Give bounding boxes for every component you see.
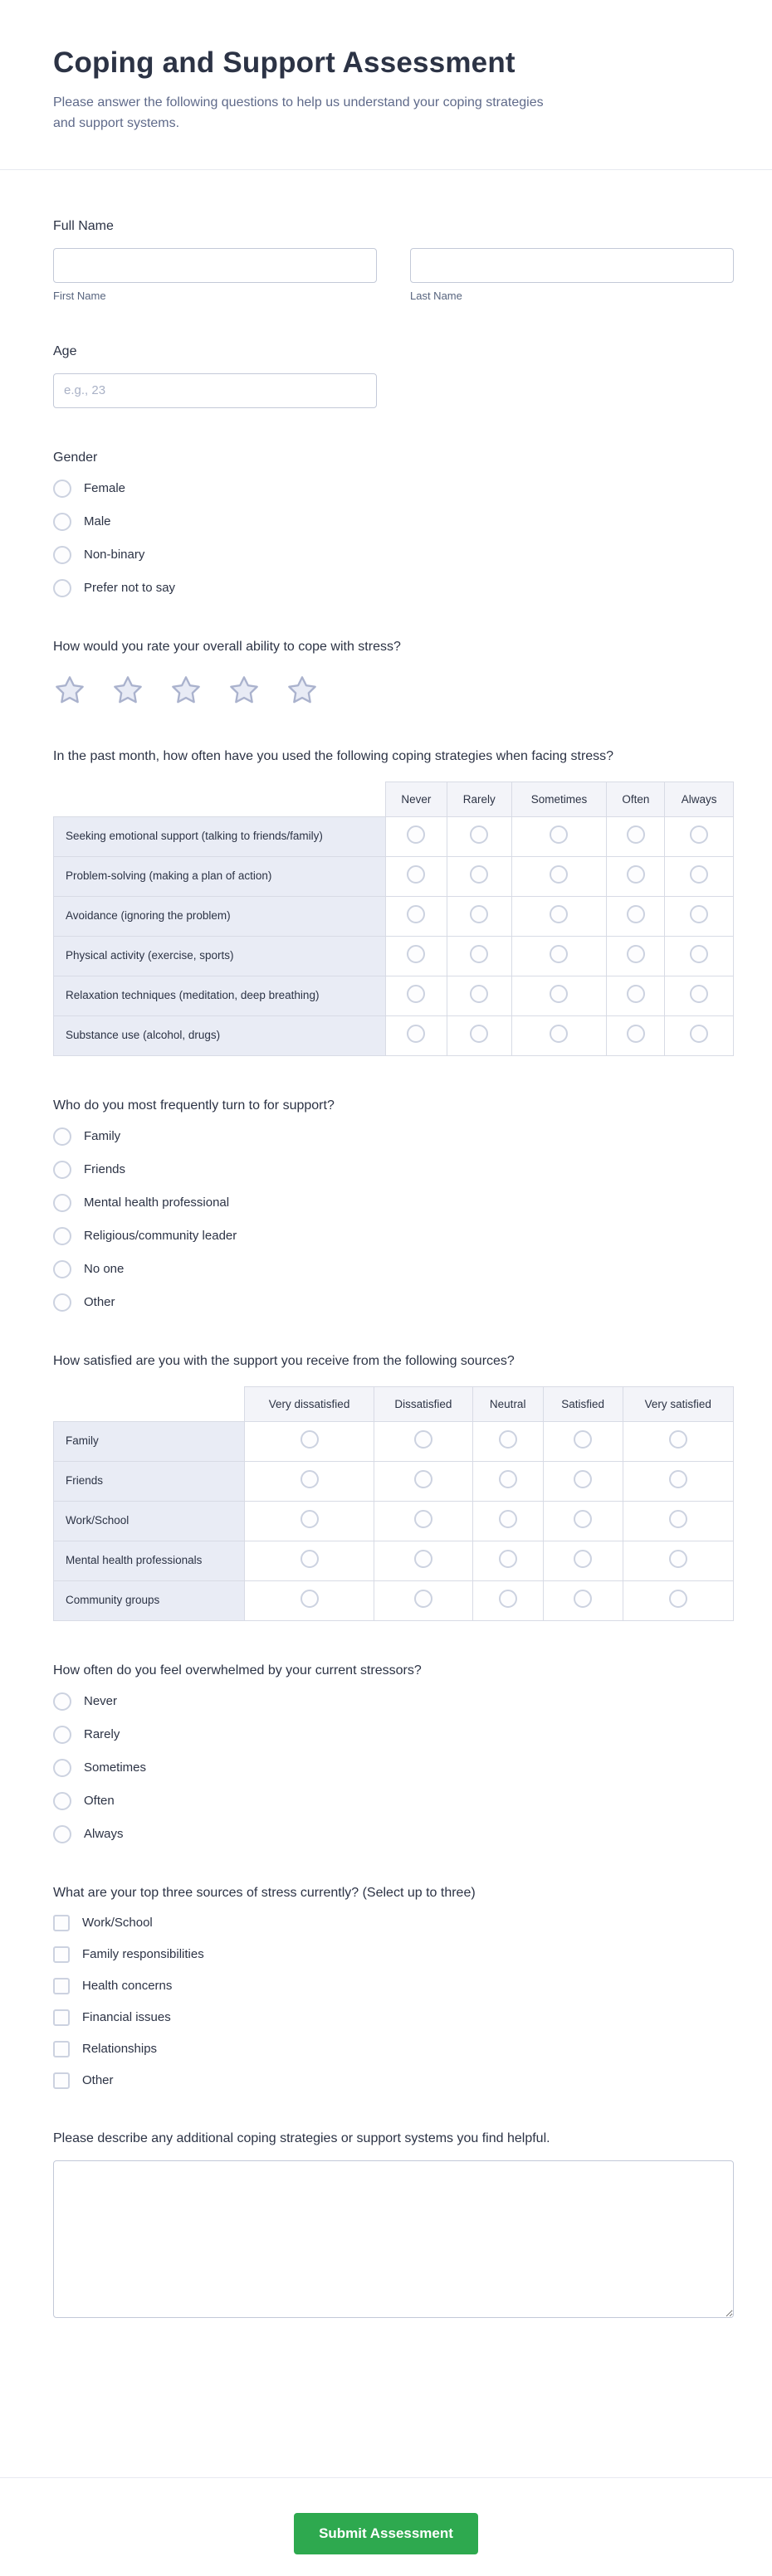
matrix-cell bbox=[543, 1541, 623, 1580]
matrix-cell bbox=[665, 856, 734, 896]
matrix-row-label: Work/School bbox=[54, 1501, 245, 1541]
radio-icon[interactable] bbox=[470, 985, 488, 1003]
form-header bbox=[0, 0, 772, 170]
option-label: Financial issues bbox=[82, 2010, 171, 2025]
radio-icon[interactable] bbox=[407, 985, 425, 1003]
matrix-row-label: Relaxation techniques (meditation, deep breathing) bbox=[54, 976, 386, 1015]
checkbox-icon[interactable] bbox=[53, 1978, 70, 1994]
matrix-row bbox=[54, 1580, 734, 1620]
radio-icon[interactable] bbox=[669, 1430, 687, 1449]
gender-options bbox=[53, 480, 734, 597]
option-label: Mental health professional bbox=[84, 1195, 230, 1210]
checkbox-option-relationships[interactable] bbox=[53, 2041, 734, 2057]
checkbox-option-work-school[interactable] bbox=[53, 1915, 734, 1931]
matrix-cell bbox=[665, 1015, 734, 1055]
question-additional bbox=[53, 2129, 734, 2322]
matrix-column-header: Satisfied bbox=[543, 1386, 623, 1421]
radio-icon[interactable] bbox=[627, 945, 645, 963]
radio-icon[interactable] bbox=[499, 1550, 517, 1568]
radio-icon[interactable] bbox=[574, 1550, 592, 1568]
matrix-header-row bbox=[54, 1386, 734, 1421]
last-name-sublabel: Last Name bbox=[410, 289, 462, 302]
satisfaction-matrix-table bbox=[53, 1386, 734, 1621]
matrix-cell bbox=[543, 1501, 623, 1541]
matrix-row bbox=[54, 896, 734, 936]
page-subtitle: Please answer the following questions to help us understand your coping strategies and support systems. bbox=[53, 95, 544, 130]
checkbox-icon[interactable] bbox=[53, 2041, 70, 2057]
radio-icon[interactable] bbox=[407, 825, 425, 844]
matrix-cell bbox=[511, 816, 607, 856]
additional-textarea[interactable] bbox=[53, 2160, 734, 2318]
option-label: Family responsibilities bbox=[82, 1947, 204, 1962]
radio-icon[interactable] bbox=[414, 1590, 432, 1608]
submit-button[interactable]: Submit Assessment bbox=[294, 2513, 478, 2554]
radio-icon[interactable] bbox=[53, 513, 71, 531]
matrix-cell bbox=[386, 896, 447, 936]
matrix-cell bbox=[623, 1580, 733, 1620]
overwhelmed-options bbox=[53, 1692, 734, 1843]
radio-icon[interactable] bbox=[407, 905, 425, 923]
checkbox-icon[interactable] bbox=[53, 2009, 70, 2026]
radio-option-family[interactable] bbox=[53, 1127, 734, 1146]
matrix-cell bbox=[374, 1580, 473, 1620]
age-label: Age bbox=[53, 343, 77, 358]
coping-matrix-label: In the past month, how often have you used the following coping strategies when facing stress? bbox=[53, 748, 614, 763]
radio-icon[interactable] bbox=[669, 1550, 687, 1568]
radio-icon[interactable] bbox=[53, 1726, 71, 1744]
matrix-cell bbox=[374, 1541, 473, 1580]
matrix-row bbox=[54, 1541, 734, 1580]
radio-icon[interactable] bbox=[627, 865, 645, 884]
matrix-cell bbox=[374, 1461, 473, 1501]
radio-icon[interactable] bbox=[669, 1470, 687, 1488]
option-label: Other bbox=[84, 1295, 115, 1310]
star-icon-5[interactable] bbox=[286, 674, 319, 707]
radio-icon[interactable] bbox=[627, 825, 645, 844]
matrix-row-label: Friends bbox=[54, 1461, 245, 1501]
matrix-cell bbox=[472, 1461, 543, 1501]
matrix-cell bbox=[511, 856, 607, 896]
radio-icon[interactable] bbox=[627, 905, 645, 923]
radio-icon[interactable] bbox=[414, 1510, 432, 1528]
form-body bbox=[0, 170, 772, 2418]
radio-option-nonbinary[interactable] bbox=[53, 546, 734, 564]
radio-icon[interactable] bbox=[300, 1550, 319, 1568]
matrix-cell bbox=[472, 1541, 543, 1580]
radio-icon[interactable] bbox=[300, 1470, 319, 1488]
radio-icon[interactable] bbox=[53, 1759, 71, 1777]
question-cope-rating bbox=[53, 637, 734, 707]
radio-option-always[interactable] bbox=[53, 1825, 734, 1843]
full-name-row bbox=[53, 248, 734, 302]
matrix-cell bbox=[665, 976, 734, 1015]
radio-icon[interactable] bbox=[53, 1293, 71, 1312]
radio-option-male[interactable] bbox=[53, 513, 734, 531]
option-label: Often bbox=[84, 1794, 115, 1809]
matrix-cell bbox=[511, 936, 607, 976]
first-name-input[interactable] bbox=[53, 248, 377, 283]
question-satisfaction-matrix bbox=[53, 1351, 734, 1621]
matrix-cell bbox=[543, 1421, 623, 1461]
form-footer bbox=[0, 2477, 772, 2576]
option-label: Always bbox=[84, 1827, 124, 1842]
question-full-name bbox=[53, 217, 734, 302]
cope-rating-label: How would you rate your overall ability to cope with stress? bbox=[53, 639, 401, 654]
radio-option-often[interactable] bbox=[53, 1792, 734, 1810]
matrix-cell bbox=[665, 816, 734, 856]
radio-option-friends[interactable] bbox=[53, 1161, 734, 1179]
option-label: No one bbox=[84, 1262, 125, 1277]
additional-label: Please describe any additional coping strategies or support systems you find helpful. bbox=[53, 2130, 550, 2145]
option-label: Relationships bbox=[82, 2042, 158, 2057]
question-overwhelmed bbox=[53, 1661, 734, 1843]
matrix-column-header: Rarely bbox=[447, 782, 511, 816]
option-label: Rarely bbox=[84, 1727, 120, 1742]
matrix-row bbox=[54, 936, 734, 976]
gender-label: Gender bbox=[53, 450, 98, 465]
matrix-cell bbox=[447, 856, 511, 896]
radio-icon[interactable] bbox=[574, 1590, 592, 1608]
radio-option-mental-health-professional[interactable] bbox=[53, 1194, 734, 1212]
radio-icon[interactable] bbox=[414, 1550, 432, 1568]
question-coping-matrix bbox=[53, 747, 734, 1056]
checkbox-option-financial-issues[interactable] bbox=[53, 2009, 734, 2026]
matrix-cell bbox=[386, 856, 447, 896]
matrix-row bbox=[54, 1501, 734, 1541]
matrix-column-header: Very satisfied bbox=[623, 1386, 733, 1421]
radio-icon[interactable] bbox=[53, 546, 71, 564]
checkbox-option-family-responsibilities[interactable] bbox=[53, 1946, 734, 1963]
radio-option-female[interactable] bbox=[53, 480, 734, 498]
radio-option-religious-leader[interactable] bbox=[53, 1227, 734, 1245]
radio-icon[interactable] bbox=[53, 480, 71, 498]
first-name-sublabel: First Name bbox=[53, 289, 106, 302]
matrix-cell bbox=[245, 1421, 374, 1461]
matrix-row-label: Community groups bbox=[54, 1580, 245, 1620]
question-stress-sources bbox=[53, 1883, 734, 2089]
matrix-cell bbox=[665, 896, 734, 936]
radio-icon[interactable] bbox=[690, 865, 708, 884]
support-person-label: Who do you most frequently turn to for support? bbox=[53, 1098, 335, 1113]
matrix-column-header: Never bbox=[386, 782, 447, 816]
stress-sources-label: What are your top three sources of stress currently? (Select up to three) bbox=[53, 1885, 476, 1900]
radio-icon[interactable] bbox=[690, 905, 708, 923]
radio-icon[interactable] bbox=[407, 865, 425, 884]
radio-icon[interactable] bbox=[53, 1127, 71, 1146]
matrix-cell bbox=[607, 976, 665, 1015]
radio-icon[interactable] bbox=[407, 1025, 425, 1043]
last-name-field bbox=[410, 248, 734, 302]
radio-icon[interactable] bbox=[550, 865, 568, 884]
matrix-cell bbox=[623, 1541, 733, 1580]
matrix-cell bbox=[386, 936, 447, 976]
matrix-cell bbox=[607, 1015, 665, 1055]
stress-sources-options bbox=[53, 1915, 734, 2089]
matrix-row-label: Mental health professionals bbox=[54, 1541, 245, 1580]
matrix-row bbox=[54, 1015, 734, 1055]
matrix-row bbox=[54, 856, 734, 896]
star-rating[interactable] bbox=[53, 674, 734, 707]
option-label: Male bbox=[84, 514, 111, 529]
radio-icon[interactable] bbox=[550, 825, 568, 844]
radio-icon[interactable] bbox=[53, 1692, 71, 1711]
question-support-person bbox=[53, 1096, 734, 1312]
matrix-row bbox=[54, 816, 734, 856]
matrix-cell bbox=[447, 1015, 511, 1055]
checkbox-icon[interactable] bbox=[53, 2072, 70, 2089]
option-label: Work/School bbox=[82, 1916, 153, 1931]
radio-icon[interactable] bbox=[53, 579, 71, 597]
support-person-options bbox=[53, 1127, 734, 1312]
radio-icon[interactable] bbox=[669, 1590, 687, 1608]
radio-icon[interactable] bbox=[414, 1430, 432, 1449]
matrix-cell bbox=[472, 1580, 543, 1620]
radio-icon[interactable] bbox=[300, 1590, 319, 1608]
matrix-cell bbox=[607, 816, 665, 856]
matrix-cell bbox=[447, 976, 511, 1015]
radio-icon[interactable] bbox=[574, 1430, 592, 1449]
radio-icon[interactable] bbox=[550, 1025, 568, 1043]
matrix-corner-cell bbox=[54, 782, 386, 816]
option-label: Friends bbox=[84, 1162, 126, 1177]
star-icon-4[interactable] bbox=[227, 674, 261, 707]
matrix-cell bbox=[447, 936, 511, 976]
matrix-cell bbox=[472, 1501, 543, 1541]
matrix-corner-cell bbox=[54, 1386, 245, 1421]
matrix-cell bbox=[245, 1580, 374, 1620]
option-label: Family bbox=[84, 1129, 121, 1144]
radio-icon[interactable] bbox=[414, 1470, 432, 1488]
matrix-cell bbox=[511, 896, 607, 936]
age-input[interactable] bbox=[53, 373, 377, 408]
matrix-cell bbox=[623, 1501, 733, 1541]
radio-icon[interactable] bbox=[300, 1430, 319, 1449]
option-label: Never bbox=[84, 1694, 118, 1709]
star-icon-2[interactable] bbox=[111, 674, 144, 707]
matrix-row bbox=[54, 1421, 734, 1461]
matrix-cell bbox=[447, 816, 511, 856]
matrix-cell bbox=[543, 1580, 623, 1620]
radio-icon[interactable] bbox=[499, 1510, 517, 1528]
radio-option-never[interactable] bbox=[53, 1692, 734, 1711]
option-label: Religious/community leader bbox=[84, 1229, 237, 1244]
option-label: Non-binary bbox=[84, 548, 145, 562]
matrix-cell bbox=[245, 1461, 374, 1501]
matrix-column-header: Dissatisfied bbox=[374, 1386, 473, 1421]
radio-icon[interactable] bbox=[574, 1470, 592, 1488]
option-label: Female bbox=[84, 481, 126, 496]
radio-icon[interactable] bbox=[574, 1510, 592, 1528]
matrix-cell bbox=[386, 1015, 447, 1055]
matrix-cell bbox=[472, 1421, 543, 1461]
radio-icon[interactable] bbox=[407, 945, 425, 963]
overwhelmed-label: How often do you feel overwhelmed by your current stressors? bbox=[53, 1663, 422, 1678]
question-age bbox=[53, 342, 734, 408]
matrix-row-label: Seeking emotional support (talking to friends/family) bbox=[54, 816, 386, 856]
matrix-cell bbox=[245, 1541, 374, 1580]
matrix-column-header: Sometimes bbox=[511, 782, 607, 816]
radio-icon[interactable] bbox=[669, 1510, 687, 1528]
radio-icon[interactable] bbox=[53, 1260, 71, 1278]
option-label: Prefer not to say bbox=[84, 581, 176, 596]
question-gender bbox=[53, 448, 734, 597]
radio-icon[interactable] bbox=[690, 985, 708, 1003]
matrix-cell bbox=[245, 1501, 374, 1541]
option-label: Sometimes bbox=[84, 1760, 147, 1775]
matrix-column-header: Neutral bbox=[472, 1386, 543, 1421]
radio-option-rarely[interactable] bbox=[53, 1726, 734, 1744]
radio-option-prefer-not-say[interactable] bbox=[53, 579, 734, 597]
radio-icon[interactable] bbox=[53, 1227, 71, 1245]
radio-icon[interactable] bbox=[499, 1590, 517, 1608]
option-label: Other bbox=[82, 2073, 114, 2088]
radio-icon[interactable] bbox=[470, 905, 488, 923]
radio-icon[interactable] bbox=[690, 825, 708, 844]
checkbox-option-other[interactable] bbox=[53, 2072, 734, 2089]
radio-icon[interactable] bbox=[53, 1792, 71, 1810]
matrix-column-header: Often bbox=[607, 782, 665, 816]
radio-icon[interactable] bbox=[627, 1025, 645, 1043]
radio-icon[interactable] bbox=[627, 985, 645, 1003]
matrix-cell bbox=[607, 936, 665, 976]
checkbox-icon[interactable] bbox=[53, 1915, 70, 1931]
matrix-column-header: Very dissatisfied bbox=[245, 1386, 374, 1421]
matrix-cell bbox=[607, 856, 665, 896]
page-title: Coping and Support Assessment bbox=[53, 46, 515, 79]
radio-icon[interactable] bbox=[470, 945, 488, 963]
matrix-cell bbox=[374, 1501, 473, 1541]
radio-icon[interactable] bbox=[499, 1430, 517, 1449]
radio-option-other[interactable] bbox=[53, 1293, 734, 1312]
radio-icon[interactable] bbox=[300, 1510, 319, 1528]
option-label: Health concerns bbox=[82, 1979, 173, 1994]
radio-icon[interactable] bbox=[470, 865, 488, 884]
radio-icon[interactable] bbox=[550, 905, 568, 923]
matrix-cell bbox=[447, 896, 511, 936]
matrix-cell bbox=[543, 1461, 623, 1501]
matrix-row bbox=[54, 976, 734, 1015]
radio-icon[interactable] bbox=[550, 985, 568, 1003]
matrix-row-label: Family bbox=[54, 1421, 245, 1461]
checkbox-icon[interactable] bbox=[53, 1946, 70, 1963]
matrix-cell bbox=[386, 976, 447, 1015]
matrix-row bbox=[54, 1461, 734, 1501]
radio-icon[interactable] bbox=[470, 1025, 488, 1043]
radio-icon[interactable] bbox=[53, 1825, 71, 1843]
checkbox-option-health-concerns[interactable] bbox=[53, 1978, 734, 1994]
last-name-input[interactable] bbox=[410, 248, 734, 283]
matrix-row-label: Physical activity (exercise, sports) bbox=[54, 936, 386, 976]
star-icon-1[interactable] bbox=[53, 674, 86, 707]
matrix-row-label: Problem-solving (making a plan of action) bbox=[54, 856, 386, 896]
matrix-cell bbox=[665, 936, 734, 976]
star-icon-3[interactable] bbox=[169, 674, 203, 707]
radio-icon[interactable] bbox=[499, 1470, 517, 1488]
matrix-header-row bbox=[54, 782, 734, 816]
radio-icon[interactable] bbox=[690, 1025, 708, 1043]
matrix-cell bbox=[386, 816, 447, 856]
radio-icon[interactable] bbox=[550, 945, 568, 963]
radio-option-sometimes[interactable] bbox=[53, 1759, 734, 1777]
matrix-cell bbox=[511, 976, 607, 1015]
radio-icon[interactable] bbox=[690, 945, 708, 963]
full-name-label: Full Name bbox=[53, 218, 114, 233]
matrix-row-label: Avoidance (ignoring the problem) bbox=[54, 896, 386, 936]
matrix-cell bbox=[623, 1461, 733, 1501]
radio-icon[interactable] bbox=[470, 825, 488, 844]
radio-icon[interactable] bbox=[53, 1194, 71, 1212]
matrix-cell bbox=[623, 1421, 733, 1461]
matrix-cell bbox=[511, 1015, 607, 1055]
matrix-cell bbox=[607, 896, 665, 936]
radio-icon[interactable] bbox=[53, 1161, 71, 1179]
first-name-field bbox=[53, 248, 377, 302]
coping-matrix-table bbox=[53, 782, 734, 1056]
matrix-column-header: Always bbox=[665, 782, 734, 816]
radio-option-no-one[interactable] bbox=[53, 1260, 734, 1278]
satisfaction-matrix-label: How satisfied are you with the support you receive from the following sources? bbox=[53, 1353, 515, 1368]
matrix-cell bbox=[374, 1421, 473, 1461]
matrix-row-label: Substance use (alcohol, drugs) bbox=[54, 1015, 386, 1055]
